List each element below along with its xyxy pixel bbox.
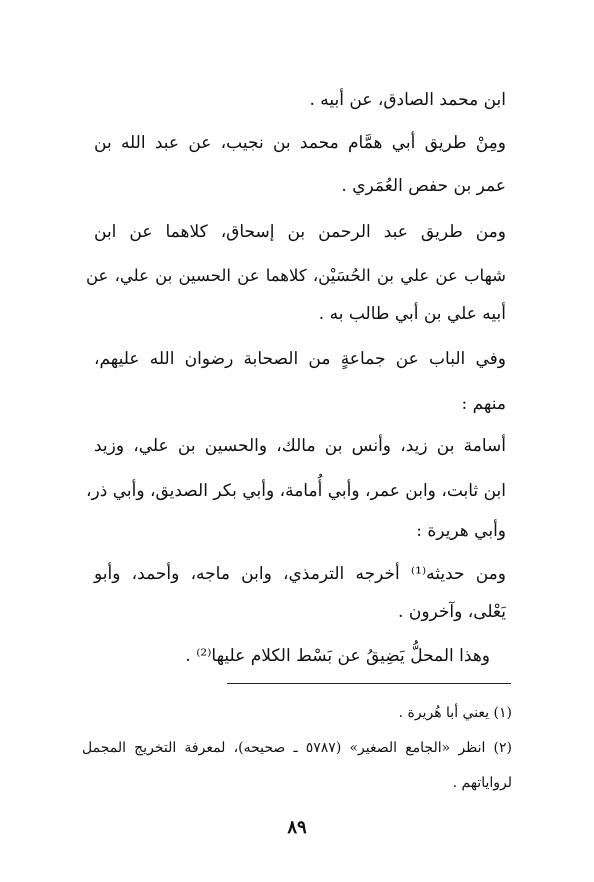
body-line: شهاب عن علي بن الحُسَيْن، كلاهما عن الحسين بن علي، عن	[86, 266, 506, 285]
body-line: أسامة بن زيد، وأنس بن مالك، والحسين بن علي، وزيد	[94, 436, 506, 456]
body-line: ابن محمد الصادق، عن أبيه .	[309, 90, 506, 110]
footnote-line: (٢) انظر «الجامع الصغير» (٥٧٨٧ ـ صحيحه)، لمعرفة التخريج المجمل	[82, 740, 512, 756]
body-line: وهذا المحلُّ يَضِيقُ عن بَسْط الكلام عليها⁽²⁾ .	[185, 646, 490, 666]
body-line: عمر بن حفص العُمَري .	[341, 176, 506, 196]
body-line: ومن حديثه⁽¹⁾ أخرجه الترمذي، وابن ماجه، وأحمد، وأبو	[94, 564, 506, 584]
page-number: ٨٩	[287, 817, 307, 838]
body-line: وفي الباب عن جماعةٍ من الصحابة رضوان الله عليهم،	[94, 349, 506, 369]
body-line: يَعْلى، وآخرون .	[398, 602, 506, 622]
body-line: أبيه علي بن أبي طالب به .	[318, 304, 506, 324]
footnote-separator	[227, 683, 511, 684]
footnote-line: (١) يعني أبا هُريرة .	[398, 705, 512, 721]
body-line: منهم :	[461, 394, 506, 414]
body-line: وأبي هريرة :	[416, 521, 506, 541]
footnote-line: لرواياتهم .	[452, 775, 512, 791]
body-line: ومِنْ طريق أبي همَّام محمد بن نجيب، عن عبد الله بن	[94, 133, 506, 153]
body-line: ابن ثابت، وابن عمر، وأبي أُمامة، وأبي بكر الصديق، وأبي ذر،	[86, 481, 506, 501]
body-line: ومن طريق عبد الرحمن بن إسحاق، كلاهما عن ابن	[94, 222, 506, 242]
